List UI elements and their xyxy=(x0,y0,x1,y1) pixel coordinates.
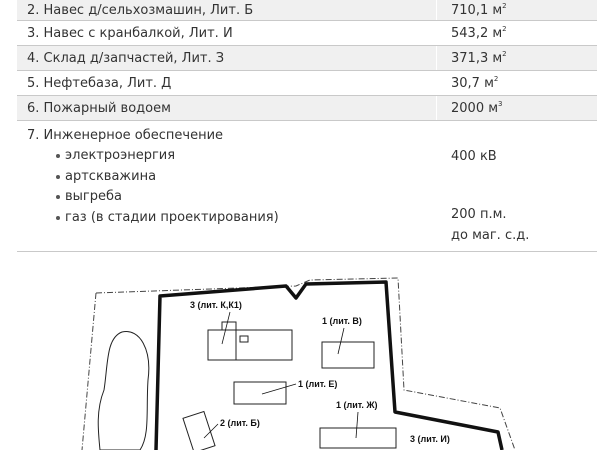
row-value: 371,3 $м^2$ xyxy=(437,46,598,71)
label-i: 3 (лит. И) xyxy=(410,434,450,444)
row-name: 4. Склад д/запчастей, Лит. З xyxy=(17,46,437,71)
building-k-k1-door xyxy=(240,336,248,342)
table-row-engineering xyxy=(17,121,597,252)
pond-shape xyxy=(98,332,149,450)
engineering-title: 7. Инженерное обеспечение xyxy=(27,128,224,143)
table-row xyxy=(17,46,597,71)
leader-b xyxy=(204,424,218,438)
leader-e xyxy=(262,384,296,394)
row-value: 710,1 $м^2$ xyxy=(437,0,598,21)
list-item: выгреба xyxy=(65,187,436,208)
building-e xyxy=(234,382,286,404)
list-item: электроэнергия xyxy=(65,146,436,167)
row-value: 543,2 $м^2$ xyxy=(437,21,598,46)
row-name: 6. Пожарный водоем xyxy=(17,96,437,121)
engineering-list xyxy=(27,146,436,228)
building-zh xyxy=(320,428,396,448)
list-item: артскважина xyxy=(65,167,436,188)
outer-boundary-left xyxy=(82,293,96,450)
building-v xyxy=(322,342,374,368)
leader-zh xyxy=(356,412,358,438)
row-name: 3. Навес с кранбалкой, Лит. И xyxy=(17,21,437,46)
label-k-k1: 3 (лит. К,К1) xyxy=(190,300,242,310)
building-k-k1-annex xyxy=(222,322,236,330)
row-value: 30,7 $м^2$ xyxy=(437,71,598,96)
power-value: 400 кВ xyxy=(451,149,497,164)
leader-v xyxy=(338,328,344,354)
table-row xyxy=(17,21,597,46)
list-item: газ (в стадии проектирования) xyxy=(65,208,436,229)
label-zh: 1 (лит. Ж) xyxy=(336,400,378,410)
row-name: 2. Навес д/сельхозмашин, Лит. Б xyxy=(17,0,437,21)
label-v: 1 (лит. В) xyxy=(322,316,362,326)
table-row xyxy=(17,0,597,21)
site-plan xyxy=(0,270,600,450)
table-row xyxy=(17,96,597,121)
engineering-values xyxy=(437,121,598,252)
engineering-cell xyxy=(17,121,437,252)
table-row xyxy=(17,71,597,96)
gas-length-value: 200 п.м. xyxy=(451,207,507,222)
row-name: 5. Нефтебаза, Лит. Д xyxy=(17,71,437,96)
building-b xyxy=(183,411,215,450)
leader-k-k1 xyxy=(222,312,230,344)
building-k-k1 xyxy=(208,330,292,360)
label-e: 1 (лит. Е) xyxy=(298,379,338,389)
gas-target-value: до маг. с.д. xyxy=(451,228,530,243)
properties-table xyxy=(17,0,597,252)
label-b: 2 (лит. Б) xyxy=(220,418,260,428)
row-value: 2000 $м^3$ xyxy=(437,96,598,121)
